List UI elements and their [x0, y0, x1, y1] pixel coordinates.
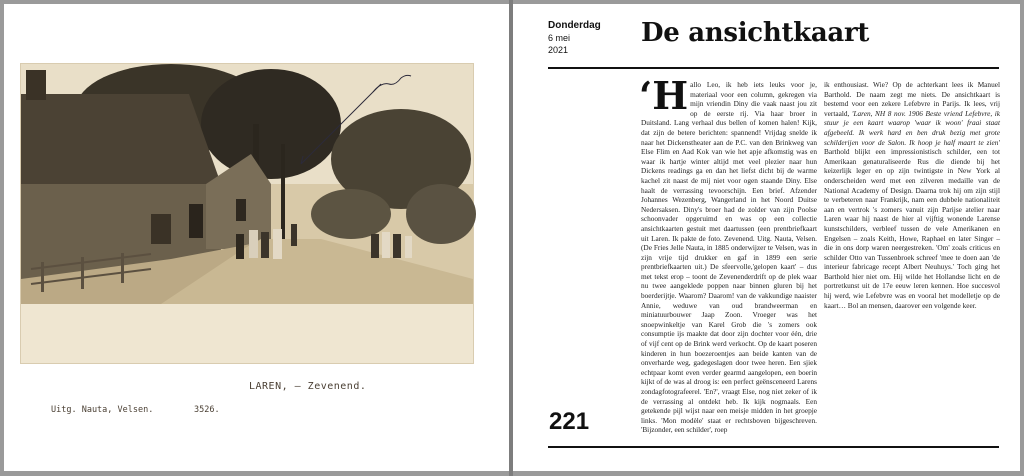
postcard-number: 3526. [194, 405, 220, 415]
day-of-week: Donderdag [548, 20, 601, 31]
page-number: 221 [549, 408, 590, 435]
bottom-rule [548, 446, 999, 448]
page-title: De ansichtkaart [641, 18, 870, 48]
column-2-text-a: ik enthousiast. Wie? Op de achterkant lees ik Manuel Barthold. De naam zegt me niets. De ansichtkaart is bestemd voor een zekere Lefebvre in Parijs. Ik lees, vrij vertaald, [824, 80, 1000, 118]
drop-cap: ‘H [639, 73, 689, 118]
postcard-quote: 'Laren, NH 8 nov. 1906 Beste vriend Lefebvre, ik stuur je een kaart waarop 'waar ik woon' fraai staat afgebeeld. Ik werk hard en ben druk bezig met grote schilderijen voor de Salon. Ik hoop je half maart te zien' [824, 108, 1000, 147]
postcard-publisher: Uitg. Nauta, Velsen. [51, 405, 154, 415]
article-column-2 [824, 80, 1000, 448]
column-1-text: allo Leo, ik heb iets leuks voor je, materiaal voor een column, gekregen via mijn vriendin Diny die vaak naast jou zit op de eerste rij. Via haar broer in Duitsland. Lang verhaal dus bellen of komen halen! Kijk, dat zijn de betere berichten: spannend! Vrijdag snelde ik naar het Dickenstheater aan de P.C. van den Brinkweg van Else Flim en Aad Kok van wie het apje afkomstig was en waar ik hartje winter altijd met veel plezier naar hun Dickens readings ga en dan het liefst dicht bij de warme kachel zit naast de mij niet voor ogen staande Diny. Else haalt de verrassing tevoorschijn. Een brief. Afzender Johannes Wezenberg, Wangerland in het Noord Duitse Nedersaksen. Diny's broer had de zolder van zijn Poolse schoonvader opgeruimd en was op een collectie ansichtkaarten gestuit met daartussen (een prentbriefkaart uit Laren. Ik pakte de foto. Zevenend. Uitg. Nauta, Velsen. (De Fries Jelle Nauta, in 1885 onderwijzer te Velsen, was in zijn vrije tijd drukker en gaf in 1899 een serie prentbriefkaarten uit.) De sfeervolle,'gelopen kaart' – dus met tekst erop – toont de Zevenenderdrift op de plek waar nu twee aangeklede poppen naar binnen gluren bij het boerderijtje. Waarom? Daarom! van de vakkundige naaister Annie, weduwe van oud brandweerman en miniatuurbouwer Jaap Zoon. Vroeger was het snoepwinkeltje van Karel Grob die 's zomers ook consumptie ijs maakte dat door zijn dochter voor één, drie of vijf cent op de Brink werd verkocht. Op de kaart poseren kinderen in hun boezeroentjes aan beide kanten van de onverharde weg, gadegeslagen door twee heren. Een sjiek echtpaar komt even verder gearmd aangelopen, een boerin kijkt of de was al droog is: een perfect geënsceneerd Larens zondagfotografeerel. 'En?', vraagt Else, nog niet zeker of ik de verrassing al ontdekt heb. Ik kijk nogmaals. Een getekende pijl wijst naar een meisje midden in het groepje links. 'Mon modèle' staat er rechtsboven bijgeschreven. 'Bijzonder, een schilder', roep [641, 80, 817, 435]
postcard-illustration [21, 64, 473, 363]
top-rule [548, 67, 999, 69]
date-block [548, 20, 601, 56]
article-column-1 [639, 73, 817, 448]
date-year: 2021 [548, 45, 569, 55]
postcard-photo [20, 63, 474, 415]
column-2-text-b: Barthold blijkt een impressionistisch schilder, een tot Amerikaan genaturaliseerde Rus die diende bij het keizerlijk leger en op zijn twintigste in New York al onderscheiden werd met een zilveren medaille van de National Academy of Design. Daarna trok hij om zijn stijl te verbeteren naar Frankrijk, nam een dubbele nationaliteit aan en vertrok 's zomers vanuit zijn Parijse atelier naar Laren waar hij naast de hier al vijftig wonende Larense kunstschilders, verbleef tussen de vele Amerikanen en Engelsen – zoals Keith, Howe, Raphael en later Singer – die in ons dorp waren neergestreken. 'Om' zoals criticus en schilder Otto van Tussenbroek schreef 'mee te doen aan 'de interieur fabricage recept Albert Neuhuys.' Toch ging het Barthold hier niet om. Hij wilde het Hollandse licht en de portretkunst uit de 17e eeuw leren kennen. Hoe succesvol hij werd, wie Lefebvre was en vooral het modelletje op de kaart… Bol an mensen, daarover een volgende keer. [824, 147, 1000, 310]
postcard-caption: LAREN, — Zevenend. [249, 381, 367, 392]
date-day-month: 6 mei [548, 33, 571, 43]
article-paragraph-1 [639, 73, 817, 435]
article-paragraph-2 [824, 80, 1000, 310]
